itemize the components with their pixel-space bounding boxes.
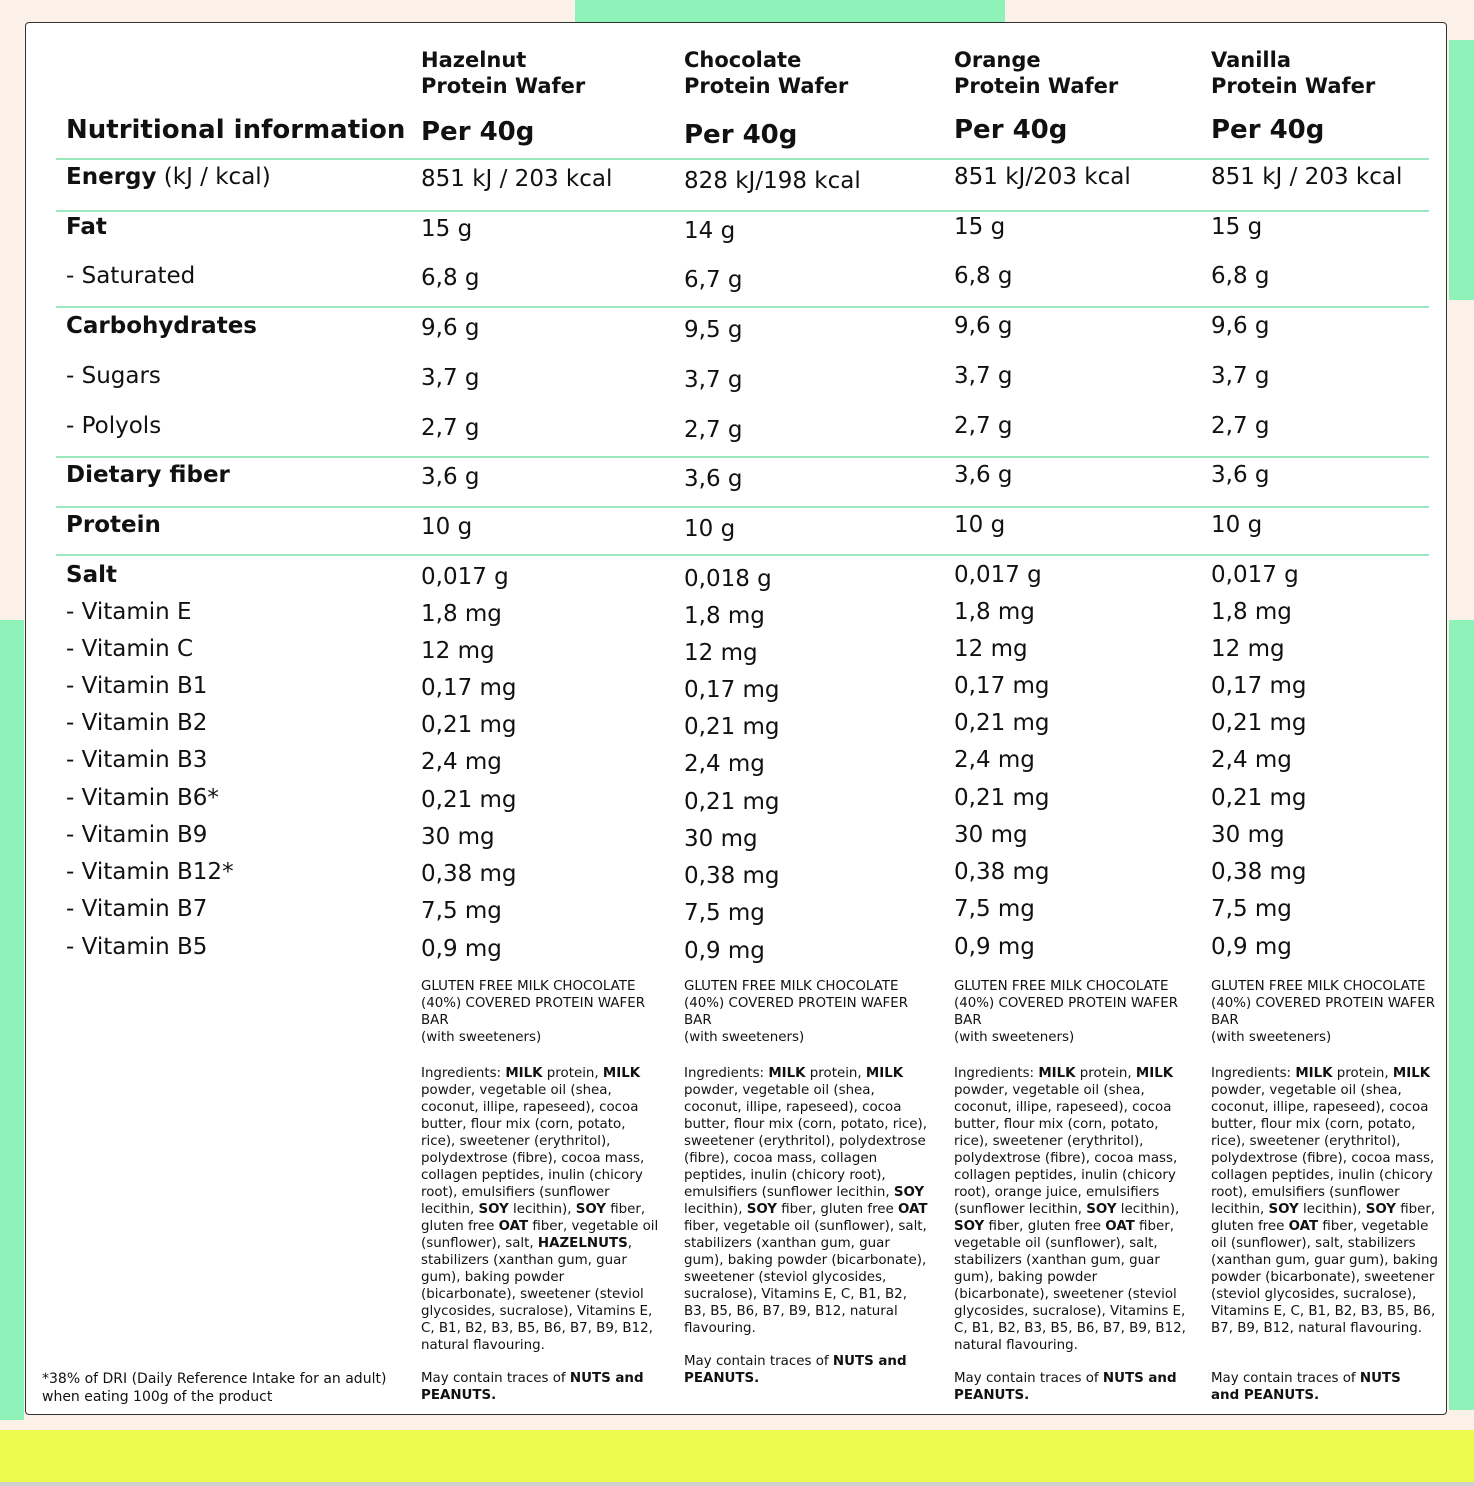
row-label-unit: (kJ / kcal) (156, 164, 271, 190)
row-label (66, 672, 207, 700)
per-serving-header: Per 40g (954, 115, 1068, 145)
row-label-text: - Vitamin B5 (66, 934, 208, 960)
nutrient-value: 6,8 g (954, 263, 1013, 289)
nutrient-value: 0,21 mg (684, 714, 780, 740)
row-label (66, 635, 193, 663)
row-label (66, 895, 207, 923)
row-label-text: - Vitamin E (66, 599, 192, 625)
nutrient-value: 6,7 g (684, 267, 743, 293)
row-label-text: - Vitamin B1 (66, 673, 208, 699)
row-label (66, 598, 192, 626)
nutrient-value: 851 kJ/203 kcal (954, 164, 1131, 190)
product-description-sub: (with sweeteners) (1211, 1030, 1332, 1045)
ingredients-list: Ingredients: MILK protein, MILK powder, vegetable oil (shea, coconut, illipe, rapeseed), cocoa butter, flour mix (corn, potato, rice), sweetener (erythritol), polydextrose (fibre), cocoa mass, collagen peptides, inulin (chicory root), emulsifiers (sunflower lecithin, SOY lecithin), SOY fiber, gluten free OAT fiber, vegetable oil (sunflower), salt, stabilizers (xanthan gum, guar gum), baking powder (bicarbonate), sweetener (steviol glycosides, sucralose), Vitamins E, C, B1, B2, B3, B5, B6, B7, B9, B12, natural flavouring. (684, 1066, 928, 1336)
nutrient-value: 12 mg (421, 638, 495, 664)
nutrient-value: 10 g (1211, 512, 1263, 538)
row-label-text: - Vitamin B7 (66, 896, 208, 922)
row-label-text: Carbohydrates (66, 313, 257, 339)
nutrient-value: 3,7 g (1211, 363, 1270, 389)
nutrient-value: 7,5 mg (954, 896, 1035, 922)
row-label-text: - Vitamin B12* (66, 859, 234, 885)
row-label-text: Protein (66, 512, 161, 538)
allergen-traces: May contain traces of NUTS and PEANUTS. (421, 1371, 644, 1403)
row-label-text: Energy (66, 164, 157, 190)
nutrient-value: 828 kJ/198 kcal (684, 168, 861, 194)
nutrient-value: 851 kJ / 203 kcal (1211, 164, 1403, 190)
nutrient-value: 0,9 mg (1211, 934, 1292, 960)
product-description-sub: (with sweeteners) (684, 1030, 805, 1045)
product-description-heading: GLUTEN FREE MILK CHOCOLATE (40%) COVERED PROTEIN WAFER BAR (421, 979, 645, 1028)
nutrient-value: 2,4 mg (421, 749, 502, 775)
nutrient-value: 0,018 g (684, 566, 772, 592)
nutrient-value: 6,8 g (421, 265, 480, 291)
nutrient-value: 0,9 mg (684, 938, 765, 964)
ingredients-list: Ingredients: MILK protein, MILK powder, vegetable oil (shea, coconut, illipe, rapeseed), cocoa butter, flour mix (corn, potato, rice), sweetener (erythritol), polydextrose (fibre), cocoa mass, collagen peptides, inulin (chicory root), orange juice, emulsifiers (sunflower lecithin, SOY lecithin), SOY fiber, gluten free OAT fiber, vegetable oil (sunflower), salt, stabilizers (xanthan gum, guar gum), baking powder (bicarbonate), sweetener (steviol glycosides, sucralose), Vitamins E, C, B1, B2, B3, B5, B6, B7, B9, B12, natural flavouring. (954, 1066, 1186, 1353)
nutrient-value: 12 mg (1211, 636, 1285, 662)
row-label (66, 561, 117, 589)
row-label (66, 163, 271, 191)
nutrient-value: 0,38 mg (684, 863, 780, 889)
row-label (66, 213, 107, 241)
nutrient-value: 3,6 g (1211, 462, 1270, 488)
row-label (66, 746, 207, 774)
nutrient-value: 3,6 g (684, 466, 743, 492)
decorative-mint-shape-left (0, 620, 24, 1420)
row-label (66, 511, 161, 539)
nutrient-value: 10 g (954, 512, 1006, 538)
nutrient-value: 0,38 mg (1211, 859, 1307, 885)
nutrient-value: 15 g (1211, 214, 1263, 240)
product-name: Orange (954, 48, 1041, 72)
nutrient-value: 1,8 mg (684, 603, 765, 629)
nutrient-value: 14 g (684, 218, 736, 244)
nutrient-value: 2,7 g (954, 413, 1013, 439)
row-label (66, 262, 195, 290)
row-label-text: Fat (66, 214, 107, 240)
row-label-text: - Vitamin B6* (66, 785, 219, 811)
nutrient-value: 0,9 mg (954, 934, 1035, 960)
nutrient-value: 0,21 mg (954, 710, 1050, 736)
nutrient-value: 0,21 mg (421, 787, 517, 813)
nutrient-value: 1,8 mg (1211, 599, 1292, 625)
row-label-text: - Polyols (66, 413, 162, 439)
nutrient-value: 2,4 mg (684, 751, 765, 777)
per-serving-header: Per 40g (1211, 115, 1325, 145)
nutrient-value: 0,017 g (1211, 562, 1299, 588)
allergen-traces: May contain traces of NUTS and PEANUTS. (684, 1354, 907, 1386)
row-label-text: - Vitamin C (66, 636, 194, 662)
nutrient-value: 2,4 mg (954, 747, 1035, 773)
per-serving-header: Per 40g (421, 117, 535, 147)
row-label-text: Dietary fiber (66, 462, 230, 488)
nutrition-table-card (25, 22, 1447, 1415)
nutrient-value: 10 g (421, 514, 473, 540)
allergen-traces: May contain traces of NUTS and PEANUTS. (1211, 1371, 1401, 1403)
product-description-sub: (with sweeteners) (954, 1030, 1075, 1045)
row-label (66, 858, 234, 886)
product-description-heading: GLUTEN FREE MILK CHOCOLATE (40%) COVERED PROTEIN WAFER BAR (954, 979, 1178, 1028)
decorative-mint-shape-top (575, 0, 1005, 22)
ingredients-list: Ingredients: MILK protein, MILK powder, vegetable oil (shea, coconut, illipe, rapeseed), cocoa butter, flour mix (corn, potato, rice), sweetener (erythritol), polydextrose (fibre), cocoa mass, collagen peptides, inulin (chicory root), emulsifiers (sunflower lecithin, SOY lecithin), SOY fiber, gluten free OAT fiber, vegetable oil (sunflower), salt, stabilizers (xanthan gum, guar gum), baking powder (bicarbonate), sweetener (steviol glycosides, sucralose), Vitamins E, C, B1, B2, B3, B5, B6, B7, B9, B12, natural flavouring. (1211, 1066, 1438, 1336)
nutrient-value: 15 g (421, 216, 473, 242)
nutrient-value: 0,017 g (421, 564, 509, 590)
row-label-text: Salt (66, 562, 117, 588)
row-divider (56, 456, 1429, 458)
row-label-text: - Vitamin B3 (66, 747, 208, 773)
nutrient-value: 30 mg (954, 822, 1028, 848)
decorative-mint-shape-right (1449, 40, 1474, 300)
nutrient-value: 2,7 g (684, 417, 743, 443)
nutrient-value: 0,21 mg (1211, 710, 1307, 736)
nutrient-value: 9,6 g (421, 315, 480, 341)
nutrient-value: 2,7 g (1211, 413, 1270, 439)
nutrient-value: 30 mg (684, 826, 758, 852)
nutrient-value: 2,7 g (421, 415, 480, 441)
row-divider (56, 210, 1429, 212)
row-label-text: - Saturated (66, 263, 196, 289)
nutrient-value: 2,4 mg (1211, 747, 1292, 773)
nutrient-value: 7,5 mg (684, 900, 765, 926)
nutrient-value: 12 mg (954, 636, 1028, 662)
nutrient-value: 0,17 mg (684, 677, 780, 703)
nutrient-value: 1,8 mg (954, 599, 1035, 625)
nutrient-value: 0,17 mg (1211, 673, 1307, 699)
row-label (66, 312, 257, 340)
nutrient-value: 0,38 mg (954, 859, 1050, 885)
nutrient-value: 0,21 mg (684, 789, 780, 815)
nutrient-value: 0,38 mg (421, 861, 517, 887)
nutrient-value: 9,6 g (954, 313, 1013, 339)
nutrient-value: 7,5 mg (1211, 896, 1292, 922)
decorative-yellow-band (0, 1430, 1474, 1482)
product-name-subtitle: Protein Wafer (954, 74, 1119, 98)
bottom-strip (0, 1482, 1474, 1486)
allergen-traces: May contain traces of NUTS and PEANUTS. (954, 1371, 1177, 1403)
row-label (66, 709, 207, 737)
decorative-mint-shape-right-lower (1449, 620, 1474, 1410)
nutrient-value: 0,17 mg (421, 675, 517, 701)
product-name-subtitle: Protein Wafer (684, 74, 849, 98)
row-label (66, 821, 207, 849)
nutrient-value: 10 g (684, 516, 736, 542)
product-name-subtitle: Protein Wafer (421, 74, 586, 98)
nutrient-value: 3,6 g (421, 464, 480, 490)
product-name: Chocolate (684, 48, 802, 72)
product-name-subtitle: Protein Wafer (1211, 74, 1376, 98)
row-label (66, 784, 219, 812)
nutrient-value: 15 g (954, 214, 1006, 240)
row-divider (56, 506, 1429, 508)
nutrient-value: 9,6 g (1211, 313, 1270, 339)
row-divider (56, 306, 1429, 308)
nutrient-value: 3,7 g (684, 367, 743, 393)
row-label-text: - Vitamin B2 (66, 710, 208, 736)
nutrient-value: 3,6 g (954, 462, 1013, 488)
nutrient-value: 3,7 g (954, 363, 1013, 389)
row-label-text: - Vitamin B9 (66, 822, 208, 848)
product-description-sub: (with sweeteners) (421, 1030, 542, 1045)
nutrient-value: 0,017 g (954, 562, 1042, 588)
row-divider (56, 158, 1429, 160)
per-serving-header: Per 40g (684, 120, 798, 150)
product-name: Vanilla (1211, 48, 1291, 72)
row-label (66, 412, 161, 440)
nutrient-value: 6,8 g (1211, 263, 1270, 289)
nutrient-value: 0,21 mg (1211, 785, 1307, 811)
ingredients-list: Ingredients: MILK protein, MILK powder, vegetable oil (shea, coconut, illipe, rapeseed), cocoa butter, flour mix (corn, potato, rice), sweetener (erythritol), polydextrose (fibre), cocoa mass, collagen peptides, inulin (chicory root), emulsifiers (sunflower lecithin, SOY lecithin), SOY fiber, gluten free OAT fiber, vegetable oil (sunflower), salt, HAZELNUTS, stabilizers (xanthan gum, guar gum), baking powder (bicarbonate), sweetener (steviol glycosides, sucralose), Vitamins E, C, B1, B2, B3, B5, B6, B7, B9, B12, natural flavouring. (421, 1066, 659, 1353)
nutrient-value: 12 mg (684, 640, 758, 666)
product-name: Hazelnut (421, 48, 527, 72)
row-label (66, 933, 207, 961)
row-label (66, 461, 230, 489)
product-description-heading: GLUTEN FREE MILK CHOCOLATE (40%) COVERED PROTEIN WAFER BAR (1211, 979, 1435, 1028)
row-label (66, 362, 161, 390)
row-label-text: - Sugars (66, 363, 161, 389)
nutrient-value: 3,7 g (421, 365, 480, 391)
row-divider (56, 554, 1429, 556)
nutrient-value: 7,5 mg (421, 898, 502, 924)
nutrient-value: 851 kJ / 203 kcal (421, 166, 613, 192)
nutrient-value: 0,21 mg (421, 712, 517, 738)
nutrient-value: 0,17 mg (954, 673, 1050, 699)
nutrient-value: 30 mg (1211, 822, 1285, 848)
table-title: Nutritional information (66, 115, 406, 145)
nutrient-value: 9,5 g (684, 317, 743, 343)
product-description-heading: GLUTEN FREE MILK CHOCOLATE (40%) COVERED PROTEIN WAFER BAR (684, 979, 908, 1028)
nutrient-value: 30 mg (421, 824, 495, 850)
nutrient-value: 0,21 mg (954, 785, 1050, 811)
footnote: *38% of DRI (Daily Reference Intake for an adult) when eating 100g of the product (42, 1371, 387, 1405)
nutrient-value: 0,9 mg (421, 936, 502, 962)
nutrient-value: 1,8 mg (421, 601, 502, 627)
